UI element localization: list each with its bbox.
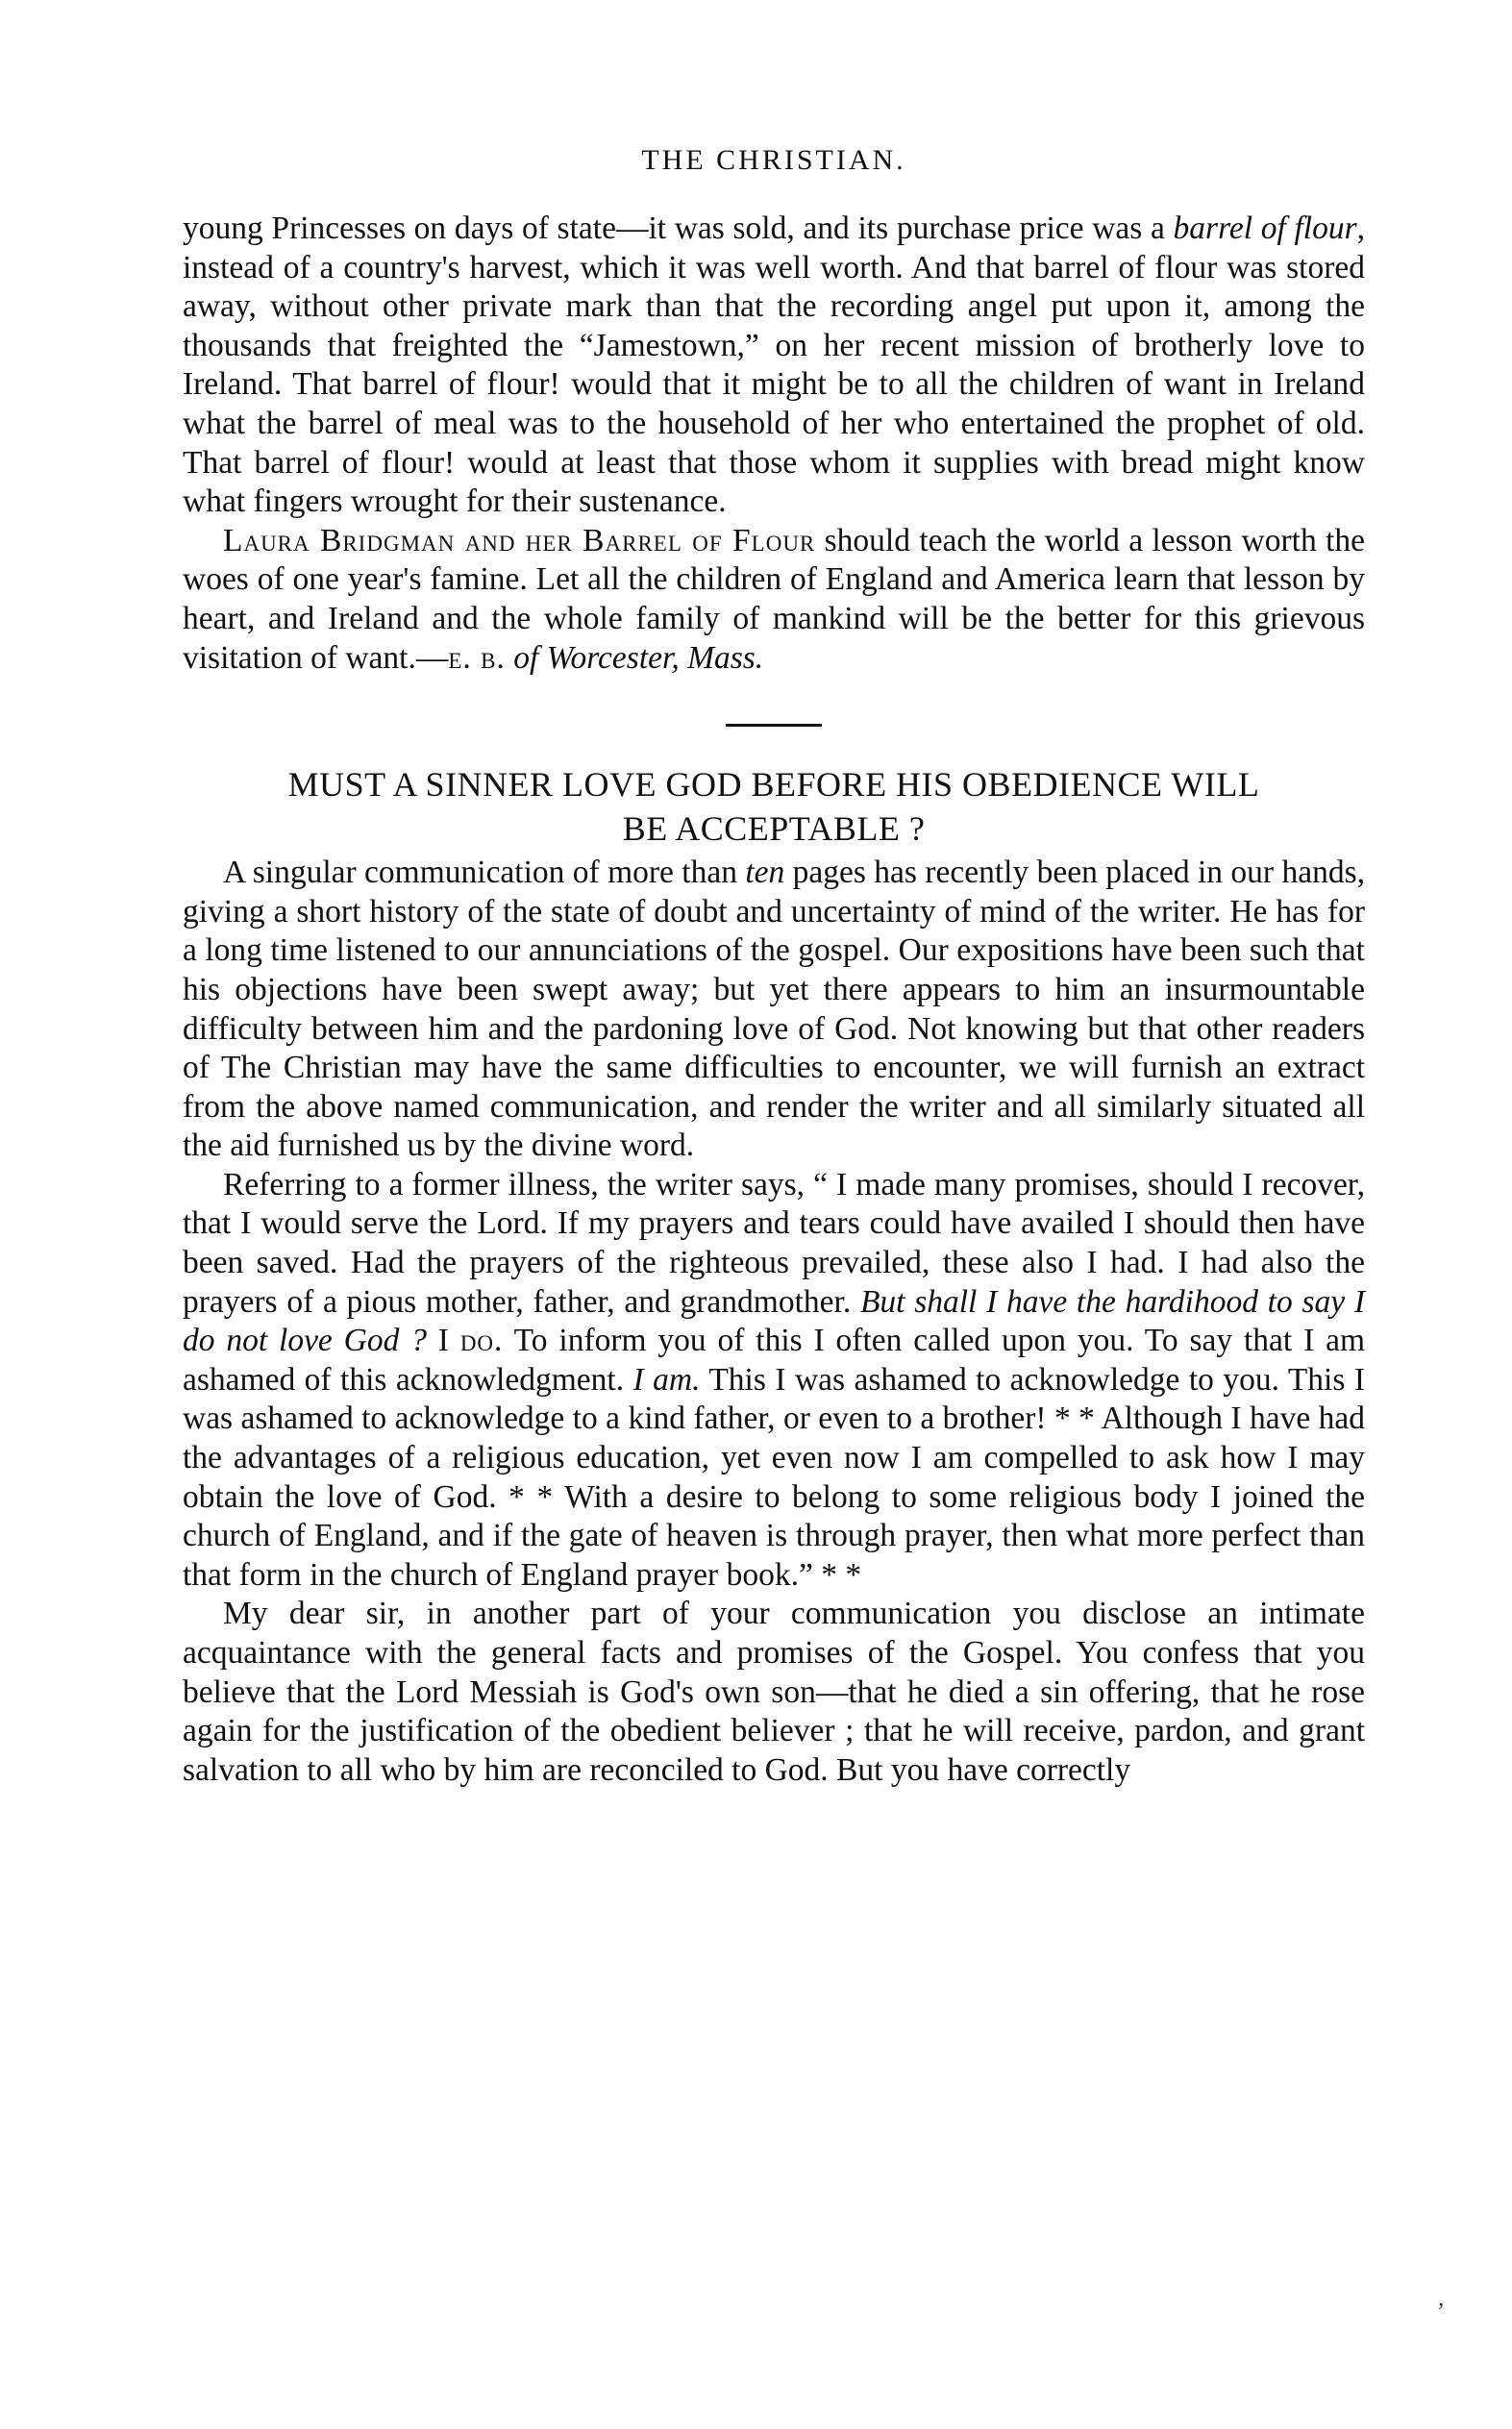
document-page [183, 144, 1365, 1790]
section-divider [726, 724, 822, 727]
section-title-line-2: BE ACCEPTABLE ? [622, 809, 926, 849]
small-caps-text: do. [459, 1323, 504, 1359]
italic-text: I am. [632, 1361, 701, 1398]
section-title-line-1: MUST A SINNER LOVE GOD BEFORE HIS OBEDIENCE WILL [287, 765, 1260, 805]
body-text: Referring to a former illness, the writer says, “ I made many promises, should I recover, that I would serve the Lord. If my prayers and tears could have availed I should then have been saved. Had the prayers of the righteous prevailed, these also I had. I had also the prayers of a pious mother, father, and grandmother. [183, 1166, 1365, 1320]
article-continuation [183, 210, 1365, 678]
body-text: I [426, 1323, 460, 1359]
body-text: pages has recently been placed in our hands, giving a short history of the state of doubt and uncertainty of mind of the writer. He has for a long time listened to our annunciations of the gospel. Our expositions have been such that his objections have been swept away; but yet there appears to him an insurmountable difficulty between him and the pardoning love of God. Not knowing but that other readers of The Christian may have the same difficulties to encounter, we will furnish an extract from the above named communication, and render the writer and all similarly situated all the aid furnished us by the divine word. [183, 855, 1365, 1164]
paragraph [183, 1595, 1365, 1790]
small-caps-text: e. b. [448, 639, 506, 676]
body-text: should teach the world a lesson worth the woes of one year's famine. Let all the children of England and America learn that lesson by heart, and Ireland and the whole family of mankind will be the better for this grievous visitation of want.— [183, 522, 1366, 676]
body-text: My dear sir, in another part of your communication you disclose an intimate acquaintance with the general facts and promises of the Gospel. You confess that you believe that the Lord Messiah is God's own son—that he died a sin offering, that he rose again for the justification of the obedient believer ; that he will receive, pardon, and grant salvation to all who by him are reconciled to God. But you have correctly [183, 1596, 1365, 1788]
body-text: A singular communication of more than [223, 855, 746, 891]
paragraph [183, 854, 1365, 1166]
small-caps-text: Laura Bridgman and her Barrel of Flour [223, 522, 816, 558]
body-text: To inform you of this I often called upon you. To say that I am ashamed of this acknowledgment. [183, 1323, 1366, 1398]
body-text: young Princesses on days of state—it was sold, and its purchase price was a [183, 211, 1174, 246]
paragraph [183, 1166, 1365, 1596]
body-text [506, 640, 513, 676]
article-body [183, 854, 1365, 1790]
body-text: , instead of a country's harvest, which it was well worth. And that barrel of flour was stored away, without other private mark than that the recording angel put upon it, among the thousands that freighted the “Jamestown,” on her recent mission of brotherly love to Ireland. That barrel of flour! would that it might be to all the children of want in Ireland what the barrel of meal was to the household of her who entertained the prophet of old. That barrel of flour! would at least that those whom it supplies with bread might know what fingers wrought for their sustenance. [183, 211, 1365, 520]
paragraph [183, 522, 1365, 678]
paragraph [183, 210, 1365, 522]
running-head: THE CHRISTIAN. [641, 144, 906, 176]
italic-text: of Worcester, Mass. [513, 639, 764, 676]
italic-text: But shall I have the hardihood to say I do not love God ? [183, 1283, 1366, 1359]
italic-text: ten [745, 855, 785, 891]
page-mark: ’ [1437, 2299, 1445, 2324]
body-text: This I was ashamed to acknowledge to you. This I was ashamed to acknowledge to a kind father, or even to a brother! * * Although I have had the advantages of a religious education, yet even now I am compelled to ask how I may obtain the love of God. * * With a desire to belong to some religious body I joined the church of England, and if the gate of heaven is through prayer, then what more perfect than that form in the church of England prayer book.” * * [183, 1361, 1365, 1593]
italic-text: barrel of flour [1173, 211, 1357, 246]
